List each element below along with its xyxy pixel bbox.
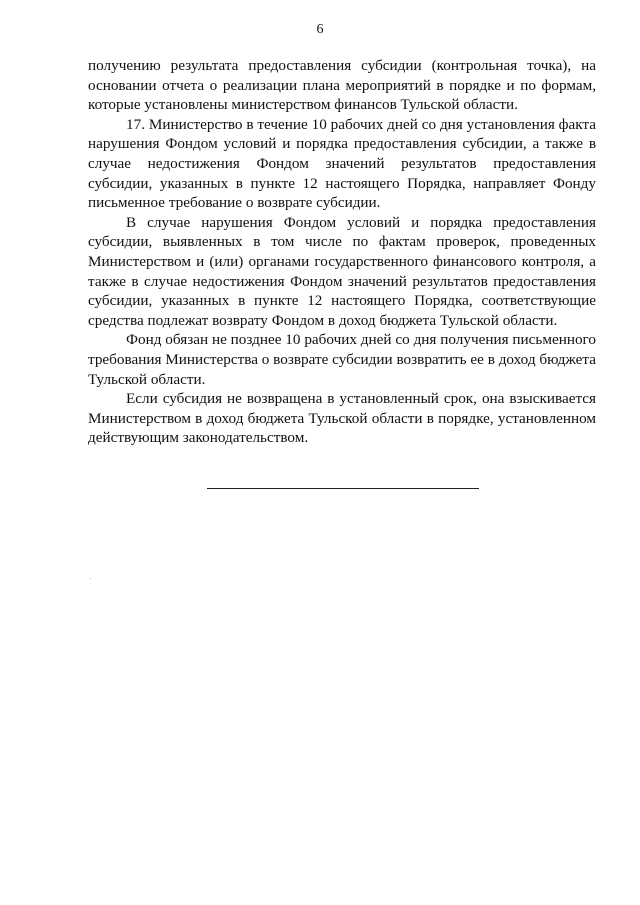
document-body [88,56,596,448]
page-number: 6 [316,22,324,37]
scan-speck [90,578,91,579]
paragraph-violation-return: В случае нарушения Фондом условий и порядка предоставления субсидии, выявленных в том числе по фактам проверок, проведенных Министерством и (или) органами государственного финансового контроля, а также в случае недостижения Фондом значений результатов предоставления субсидии, указанных в пункте 12 настоящего Порядка, соответствующие средства подлежат возврату Фондом в доход бюджета Тульской области. [88,213,596,329]
paragraph-return-deadline: Фонд обязан не позднее 10 рабочих дней со дня получения письменного требования Министерства о возврате субсидии возвратить ее в доход бюджета Тульской области. [88,331,596,388]
paragraph-clause-17: 17. Министерство в течение 10 рабочих дней со дня установления факта нарушения Фондом условий и порядка предоставления субсидии, а также в случае недостижения Фондом значений результатов предоставления субсидии, указанных в пункте 12 настоящего Порядка, направляет Фонду письменное требование о возврате субсидии. [88,115,596,212]
paragraph-recovery: Если субсидия не возвращена в установленный срок, она взыскивается Министерством в доход бюджета Тульской области в порядке, установленном действующим законодательством. [88,390,596,447]
paragraph-continuation: получению результата предоставления субсидии (контрольная точка), на основании отчета о реализации плана мероприятий в порядке и по формам, которые установлены министерством финансов Тульской области. [88,57,596,114]
end-separator-line [207,488,479,489]
